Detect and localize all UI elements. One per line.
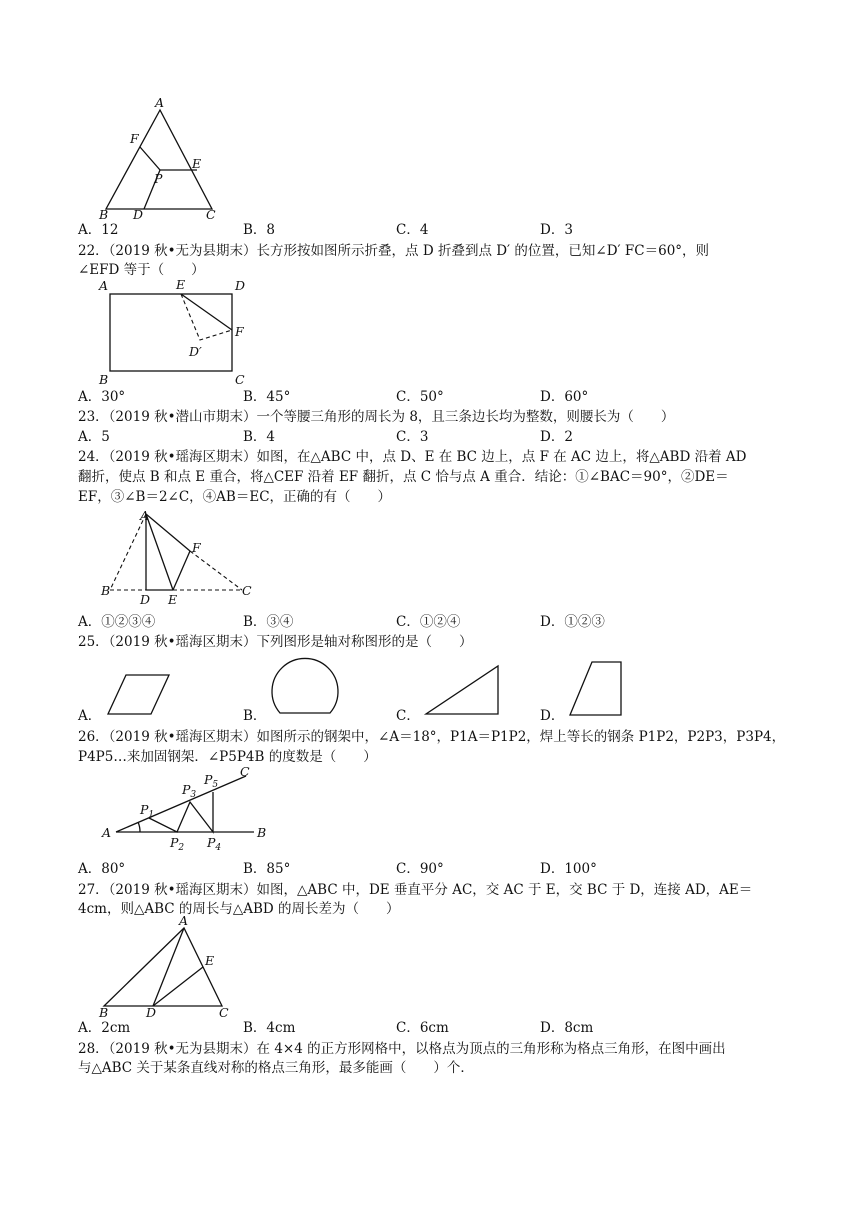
q24-label-f: F bbox=[192, 540, 201, 555]
q26-stem-line1: 26．（2019 秋•瑶海区期末）如图所示的钢架中，∠A＝18°，P1A＝P1P2，焊上等长的钢条 P1P2，P2P3，P3P4， bbox=[78, 729, 786, 745]
q27-option-a[interactable]: A．2cm bbox=[78, 1020, 131, 1036]
q24-stem-line3: EF，③∠B＝2∠C，④AB＝EC，正确的有（ ） bbox=[78, 489, 392, 505]
q25-stem-line1: 25．（2019 秋•瑶海区期末）下列图形是轴对称图形的是（ ） bbox=[78, 634, 473, 650]
q23-stem-line1: 23．（2019 秋•潜山市期末）一个等腰三角形的周长为 8，且三条边长均为整数，则腰长为（ ） bbox=[78, 409, 675, 425]
q24-label-e: E bbox=[168, 592, 178, 607]
q21-option-d[interactable]: D．3 bbox=[540, 222, 573, 238]
q22-label-c: C bbox=[235, 372, 245, 387]
q24-triangle-fold-figure bbox=[96, 506, 266, 610]
q26-steel-frame-figure bbox=[96, 764, 286, 856]
q22-fold-line-ef bbox=[181, 294, 232, 330]
q24-option-b[interactable]: B．③④ bbox=[243, 614, 294, 630]
q27-stem-line1: 27．（2019 秋•瑶海区期末）如图，△ABC 中，DE 垂直平分 AC，交 AC 于 E，交 BC 于 D，连接 AD，AE＝ bbox=[78, 882, 753, 898]
q26-option-a[interactable]: A．80° bbox=[78, 861, 126, 877]
q26-label-b: B bbox=[257, 825, 267, 840]
q26-option-c[interactable]: C．90° bbox=[396, 861, 444, 877]
q22-stem-line1: 22．（2019 秋•无为县期末）长方形按如图所示折叠，点 D 折叠到点 D′ 的位置，已知∠D′ FC＝60°，则 bbox=[78, 243, 710, 259]
q22-label-e: E bbox=[176, 277, 186, 292]
q21-label-d: D bbox=[133, 207, 144, 222]
q24-label-a: A bbox=[140, 508, 150, 523]
q23-option-b[interactable]: B．4 bbox=[243, 429, 276, 445]
q26-option-d[interactable]: D．100° bbox=[540, 861, 597, 877]
q25-option-b[interactable]: B． bbox=[243, 708, 267, 724]
q22-rectangle-abcd bbox=[110, 294, 232, 371]
q24-dashed-ab bbox=[110, 514, 146, 590]
q27-options bbox=[78, 1019, 778, 1037]
q22-rectangle-fold-figure bbox=[96, 278, 256, 388]
q21-option-a[interactable]: A．12 bbox=[78, 222, 119, 238]
q28-stem-line2: 与△ABC 关于某条直线对称的格点三角形，最多能画（ ）个． bbox=[78, 1060, 474, 1076]
q26-label-p3: $P_3$ bbox=[182, 782, 197, 800]
q27-option-d[interactable]: D．8cm bbox=[540, 1020, 594, 1036]
q22-option-b[interactable]: B．45° bbox=[243, 389, 291, 405]
q23-option-a[interactable]: A．5 bbox=[78, 429, 110, 445]
q27-label-e: E bbox=[205, 953, 215, 968]
q21-options bbox=[78, 221, 778, 239]
q24-label-c: C bbox=[242, 583, 252, 598]
q24-option-d[interactable]: D．①②③ bbox=[540, 614, 605, 630]
q23-option-d[interactable]: D．2 bbox=[540, 429, 573, 445]
q25-option-d[interactable]: D． bbox=[540, 708, 565, 724]
q27-option-c[interactable]: C．6cm bbox=[396, 1020, 449, 1036]
q21-option-c[interactable]: C．4 bbox=[396, 222, 429, 238]
q28-stem-line1: 28．（2019 秋•无为县期末）在 4×4 的正方形网格中，以格点为顶点的三角形称为格点三角形，在图中画出 bbox=[78, 1041, 726, 1057]
q25-options bbox=[78, 707, 778, 725]
q26-label-p4: $P_4$ bbox=[207, 835, 222, 853]
q27-label-b: B bbox=[99, 1005, 109, 1020]
q27-label-d: D bbox=[146, 1005, 157, 1020]
q21-label-b: B bbox=[99, 207, 109, 222]
q21-label-c: C bbox=[206, 207, 216, 222]
q22-label-b: B bbox=[99, 372, 109, 387]
q24-stem-line2: 翻折，使点 B 和点 E 重合，将△CEF 沿着 EF 翻折，点 C 恰与点 A 重合．结论：①∠BAC＝90°，②DE＝ bbox=[78, 469, 729, 485]
q22-stem-line2: ∠EFD 等于（ ） bbox=[78, 262, 205, 278]
q24-option-c[interactable]: C．①②④ bbox=[396, 614, 461, 630]
q23-option-c[interactable]: C．3 bbox=[396, 429, 429, 445]
q26-angle-arc bbox=[138, 822, 140, 832]
q27-label-c: C bbox=[219, 1005, 229, 1020]
q26-options bbox=[78, 860, 778, 878]
q21-triangle-figure bbox=[96, 96, 226, 222]
q26-label-p5: $P_5$ bbox=[204, 772, 219, 790]
q22-options bbox=[78, 388, 778, 406]
q23-options bbox=[78, 428, 778, 446]
q26-label-a: A bbox=[102, 825, 112, 840]
q22-label-d: D bbox=[235, 278, 246, 293]
q25-option-a[interactable]: A． bbox=[78, 708, 102, 724]
q22-label-f: F bbox=[235, 324, 244, 339]
q22-option-a[interactable]: A．30° bbox=[78, 389, 126, 405]
q21-option-b[interactable]: B．8 bbox=[243, 222, 276, 238]
q22-label-a: A bbox=[99, 278, 109, 293]
q24-stem-line1: 24．（2019 秋•瑶海区期末）如图，在△ABC 中，点 D、E 在 BC 边上，点 F 在 AC 边上，将△ABD 沿着 AD bbox=[78, 449, 747, 465]
q21-label-e: E bbox=[192, 156, 202, 171]
q26-steel-bars bbox=[149, 792, 213, 832]
q27-option-b[interactable]: B．4cm bbox=[243, 1020, 296, 1036]
q25-option-c[interactable]: C． bbox=[396, 708, 420, 724]
q26-label-p1: $P_1$ bbox=[140, 802, 155, 820]
q24-option-a[interactable]: A．①②③④ bbox=[78, 614, 156, 630]
q24-segment-ef bbox=[173, 551, 190, 590]
q27-stem-line2: 4cm，则△ABC 的周长与△ABD 的周长差为（ ） bbox=[78, 901, 400, 917]
q24-options bbox=[78, 613, 778, 631]
q21-label-a: A bbox=[155, 95, 165, 110]
q22-label-dprime: D′ bbox=[189, 344, 202, 359]
q26-option-b[interactable]: B．85° bbox=[243, 861, 291, 877]
q26-label-p2: $P_2$ bbox=[170, 835, 185, 853]
q24-dashed-fc bbox=[190, 551, 242, 590]
q22-folded-edges bbox=[181, 294, 232, 340]
q21-label-p: P bbox=[154, 171, 163, 186]
q26-stem-line2: P4P5…来加固钢架．∠P5P4B 的度数是（ ） bbox=[78, 749, 377, 765]
q24-label-d: D bbox=[140, 592, 151, 607]
q26-label-c: C bbox=[240, 764, 250, 779]
q27-triangle-figure bbox=[96, 914, 246, 1020]
q27-label-a: A bbox=[179, 913, 189, 928]
q22-option-c[interactable]: C．50° bbox=[396, 389, 444, 405]
q24-label-b: B bbox=[101, 583, 111, 598]
q22-option-d[interactable]: D．60° bbox=[540, 389, 589, 405]
q21-label-f: F bbox=[130, 131, 139, 146]
